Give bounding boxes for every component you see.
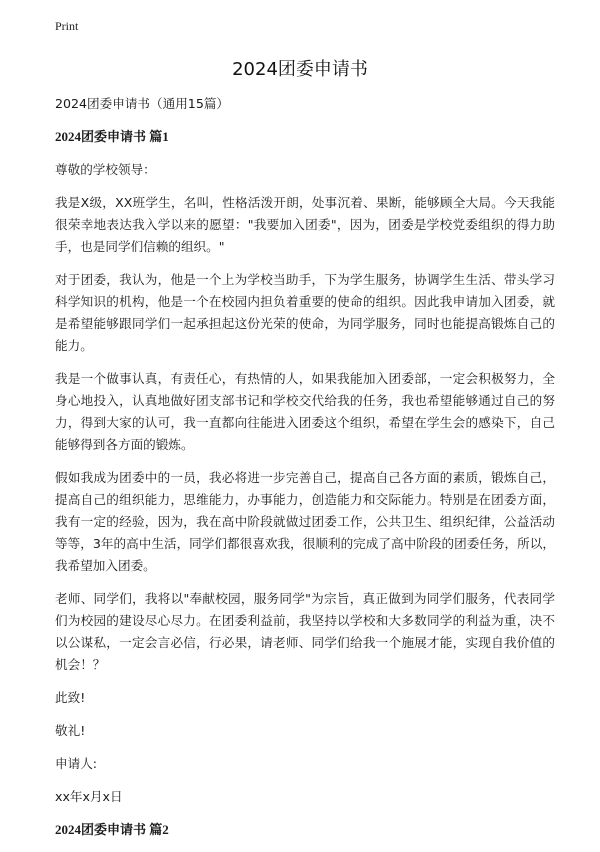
applicant-label: 申请人:: [55, 756, 98, 771]
section-heading-2: 2024团委申请书 篇2: [55, 822, 169, 837]
document-subtitle: 2024团委申请书（通用15篇）: [55, 96, 230, 111]
date-line: xx年x月x日: [55, 789, 123, 804]
paragraph-4: 假如我成为团委中的一员，我必将进一步完善自己，提高自己各方面的素质，锻炼自己，提高自己的组织能力，思维能力，办事能力，创造能力和交际能力。特别是在团委方面，我有一定的经验，因为，我在高中阶段就做过团委工作，公共卫生、组织纪律，公益活动等等，3年的高中生活，同学们都很喜欢我，很顺利的完成了高中阶段的团委任务，所以，我希望加入团委。: [55, 470, 555, 573]
closing-regards: 敬礼!: [55, 723, 86, 738]
paragraph-1: 我是X级，XX班学生，名叫，性格活泼开朗，处事沉着、果断，能够顾全大局。今天我能很荣幸地表达我入学以来的愿望："我要加入团委"，因为，团委是学校党委组织的得力助手，也是同学们信赖的组织。": [55, 195, 555, 254]
paragraph-5: 老师、同学们，我将以"奉献校园，服务同学"为宗旨，真正做到为同学们服务，代表同学们为校园的建设尽心尽力。在团委利益前，我坚持以学校和大多数同学的利益为重，决不以公谋私，一定会言必信，行必果，请老师、同学们给我一个施展才能，实现自我价值的机会！？: [55, 591, 555, 672]
section-heading-1: 2024团委申请书 篇1: [55, 129, 169, 144]
closing-salute: 此致!: [55, 690, 86, 705]
print-link[interactable]: Print: [55, 19, 79, 33]
paragraph-3: 我是一个做事认真，有责任心，有热情的人，如果我能加入团委部，一定会积极努力，全身心地投入，认真地做好团支部书记和学校交代给我的任务，我也希望能够通过自己的努力，得到大家的认可，我一直都向往能进入团委这个组织，希望在学生会的感染下，自己能够得到各方面的锻炼。: [55, 371, 555, 452]
document-title: 2024团委申请书: [232, 59, 368, 80]
salutation: 尊敬的学校领导：: [55, 162, 156, 177]
paragraph-2: 对于团委，我认为，他是一个上为学校当助手，下为学生服务，协调学生生活、带头学习科学知识的机构，他是一个在校园内担负着重要的使命的组织。因此我申请加入团委，就是希望能够跟同学们一起承担起这份光荣的使命，为同学服务，同时也能提高锻炼自己的能力。: [55, 272, 555, 353]
document-body: [55, 93, 555, 852]
